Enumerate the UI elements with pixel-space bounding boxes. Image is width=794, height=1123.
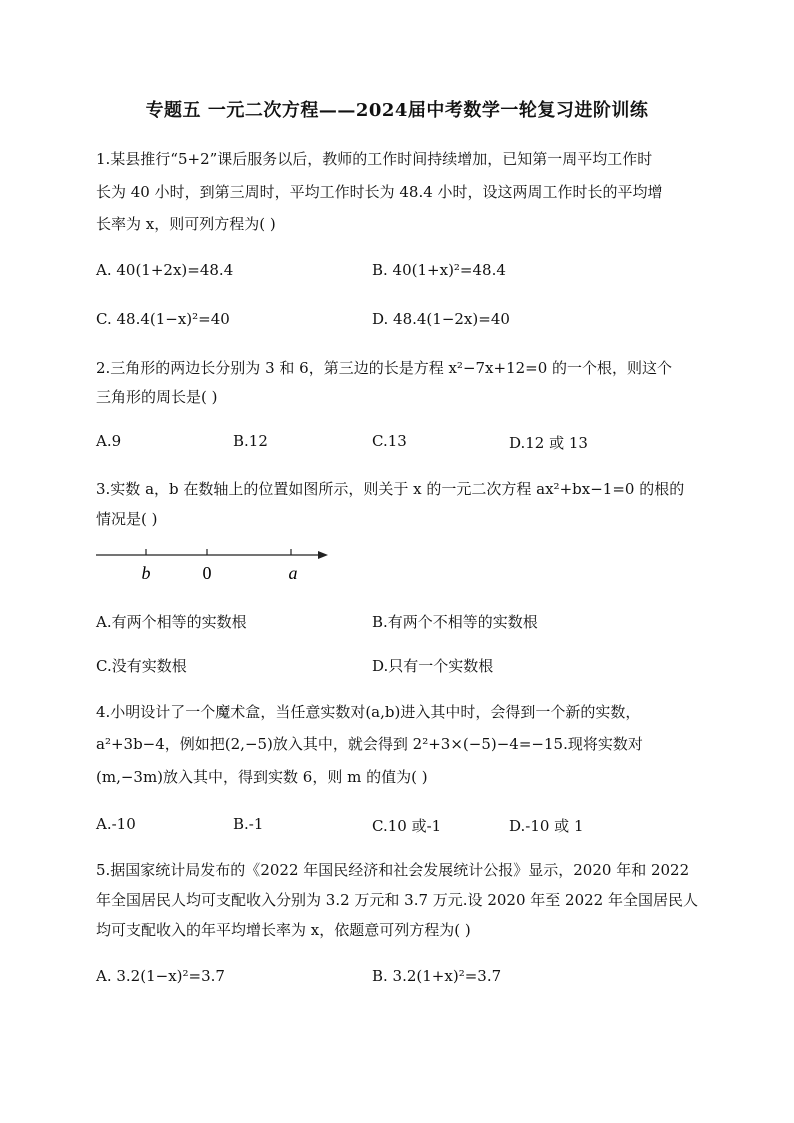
page-title: 专题五 一元二次方程——2024届中考数学一轮复习进阶训练: [145, 100, 649, 121]
q4-option-a: A.-10: [96, 815, 136, 833]
q4-option-b: B.-1: [233, 815, 264, 833]
q2-line-2: 三角形的周长是( ): [96, 388, 218, 406]
q4-line-2: a²+3b−4，例如把(2,−5)放入其中，就会得到 2²+3×(−5)−4=−15.现将实数对: [96, 735, 643, 753]
q5-option-a: A. 3.2(1−x)²=3.7: [96, 967, 225, 985]
q5-line-1: 5.据国家统计局发布的《2022 年国民经济和社会发展统计公报》显示，2020 年和 2022: [96, 861, 690, 879]
q2-line-1: 2.三角形的两边长分别为 3 和 6，第三边的长是方程 x²−7x+12=0 的一个根，则这个: [96, 359, 673, 377]
q2-option-a: A.9: [96, 432, 122, 450]
q3-option-c: C.没有实数根: [96, 657, 187, 675]
label-a: a: [288, 563, 298, 583]
q1-line-2: 长为 40 小时，到第三周时，平均工作时长为 48.4 小时，设这两周工作时长的平均增: [96, 183, 663, 201]
q2-option-d: D.12 或 13: [509, 434, 588, 452]
q2-option-b: B.12: [233, 432, 268, 450]
label-b: b: [141, 563, 151, 583]
q3-line-2: 情况是( ): [96, 510, 158, 528]
q4-line-1: 4.小明设计了一个魔术盒，当任意实数对(a,b)进入其中时，会得到一个新的实数，: [96, 703, 641, 721]
q4-option-c: C.10 或-1: [372, 817, 442, 835]
q3-option-b: B.有两个不相等的实数根: [372, 613, 538, 631]
q5-option-b: B. 3.2(1+x)²=3.7: [372, 967, 502, 985]
q1-line-3: 长率为 x，则可列方程为( ): [96, 215, 276, 233]
number-line-figure: [96, 540, 336, 590]
q1-option-b: B. 40(1+x)²=48.4: [372, 261, 506, 279]
q3-option-d: D.只有一个实数根: [372, 657, 494, 675]
q1-option-c: C. 48.4(1−x)²=40: [96, 310, 230, 328]
number-line: [96, 540, 336, 590]
q3-option-a: A.有两个相等的实数根: [96, 613, 247, 631]
q3-line-1: 3.实数 a，b 在数轴上的位置如图所示，则关于 x 的一元二次方程 ax²+bx−1=0 的根的: [96, 480, 685, 498]
q4-line-3: (m,−3m)放入其中，得到实数 6，则 m 的值为( ): [96, 768, 428, 786]
q5-line-2: 年全国居民人均可支配收入分别为 3.2 万元和 3.7 万元.设 2020 年至 2022 年全国居民人: [96, 891, 698, 909]
q2-option-c: C.13: [372, 432, 407, 450]
axis-arrow-icon: [318, 551, 328, 559]
q1-line-1: 1.某县推行“5+2”课后服务以后，教师的工作时间持续增加，已知第一周平均工作时: [96, 150, 653, 168]
q5-line-3: 均可支配收入的年平均增长率为 x，依题意可列方程为( ): [96, 921, 471, 939]
label-0: 0: [202, 563, 212, 583]
q4-option-d: D.-10 或 1: [509, 817, 584, 835]
q1-option-d: D. 48.4(1−2x)=40: [372, 310, 510, 328]
q1-option-a: A. 40(1+2x)=48.4: [96, 261, 234, 279]
